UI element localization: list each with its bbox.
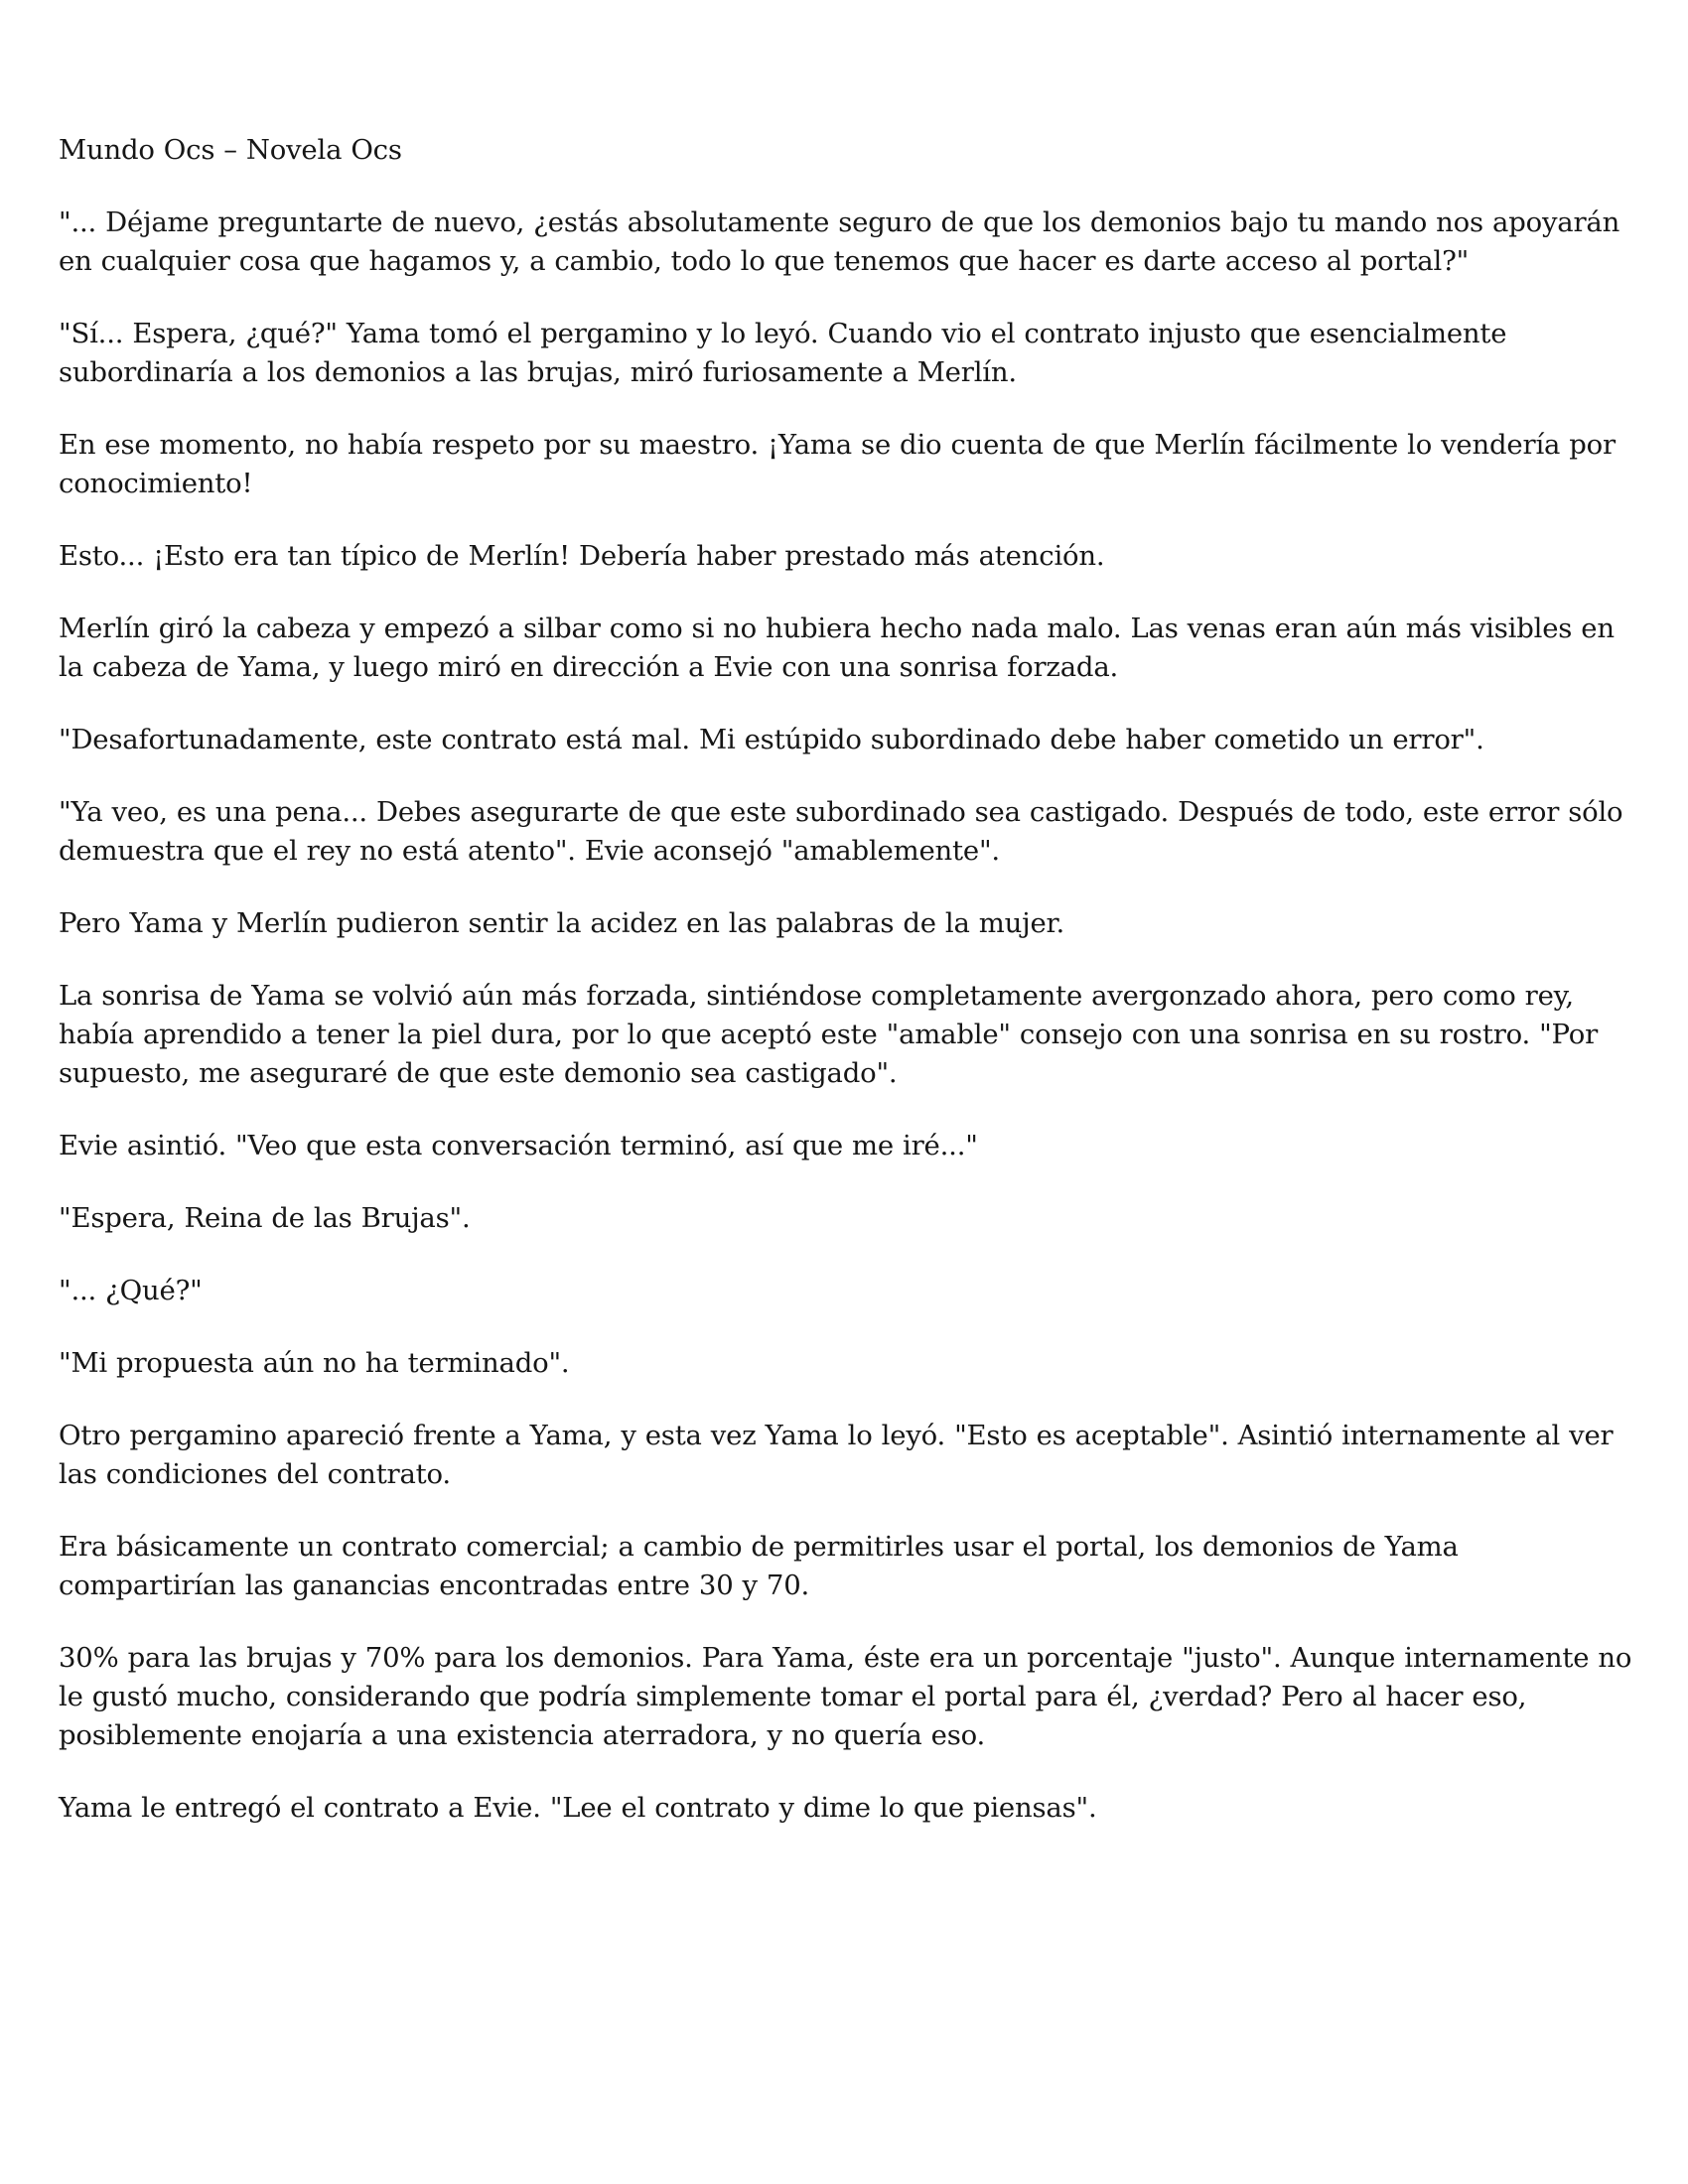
document-body xyxy=(59,131,1638,1828)
paragraph-13: "Mi propuesta aún no ha terminado". xyxy=(59,1347,570,1379)
paragraph-5: Merlín giró la cabeza y empezó a silbar como si no hubiera hecho nada malo. Las venas eran aún más visibles en la cabeza de Yama, y luego miró en dirección a Evie con una sonrisa forzada. xyxy=(59,613,1615,683)
paragraph-8: Pero Yama y Merlín pudieron sentir la acidez en las palabras de la mujer. xyxy=(59,907,1064,939)
document-header: Mundo Ocs – Novela Ocs xyxy=(59,134,402,166)
paragraph-16: 30% para las brujas y 70% para los demonios. Para Yama, éste era un porcentaje "justo". Aunque internamente no le gustó mucho, considerando que podría simplemente tomar el portal para él, ¿verdad? Pero al hacer eso, posiblemente enojaría a una existencia aterradora, y no quería eso. xyxy=(59,1642,1632,1751)
paragraph-2: "Sí... Espera, ¿qué?" Yama tomó el pergamino y lo leyó. Cuando vio el contrato injusto que esencialmente subordinaría a los demonios a las brujas, miró furiosamente a Merlín. xyxy=(59,318,1507,388)
paragraph-1: "... Déjame preguntarte de nuevo, ¿estás absolutamente seguro de que los demonios bajo tu mando nos apoyarán en cualquier cosa que hagamos y, a cambio, todo lo que tenemos que hacer es darte acceso al portal?" xyxy=(59,206,1620,277)
paragraph-7: "Ya veo, es una pena... Debes asegurarte de que este subordinado sea castigado. Después de todo, este error sólo demuestra que el rey no está atento". Evie aconsejó "amablemente". xyxy=(59,796,1623,867)
paragraph-10: Evie asintió. "Veo que esta conversación terminó, así que me iré..." xyxy=(59,1130,978,1161)
paragraph-3: En ese momento, no había respeto por su maestro. ¡Yama se dio cuenta de que Merlín fácilmente lo vendería por conocimiento! xyxy=(59,429,1616,499)
paragraph-15: Era básicamente un contrato comercial; a cambio de permitirles usar el portal, los demonios de Yama compartirían las ganancias encontradas entre 30 y 70. xyxy=(59,1531,1459,1601)
paragraph-4: Esto... ¡Esto era tan típico de Merlín! Debería haber prestado más atención. xyxy=(59,540,1105,572)
paragraph-17: Yama le entregó el contrato a Evie. "Lee el contrato y dime lo que piensas". xyxy=(59,1792,1097,1824)
paragraph-6: "Desafortunadamente, este contrato está mal. Mi estúpido subordinado debe haber cometido un error". xyxy=(59,724,1484,755)
paragraph-9: La sonrisa de Yama se volvió aún más forzada, sintiéndose completamente avergonzado ahora, pero como rey, había aprendido a tener la piel dura, por lo que aceptó este "amable" consejo con una sonrisa en su rostro. "Por supuesto, me aseguraré de que este demonio sea castigado". xyxy=(59,980,1599,1089)
paragraph-11: "Espera, Reina de las Brujas". xyxy=(59,1202,471,1234)
paragraph-12: "... ¿Qué?" xyxy=(59,1275,203,1306)
paragraph-14: Otro pergamino apareció frente a Yama, y esta vez Yama lo leyó. "Esto es aceptable". Asintió internamente al ver las condiciones del contrato. xyxy=(59,1420,1614,1490)
